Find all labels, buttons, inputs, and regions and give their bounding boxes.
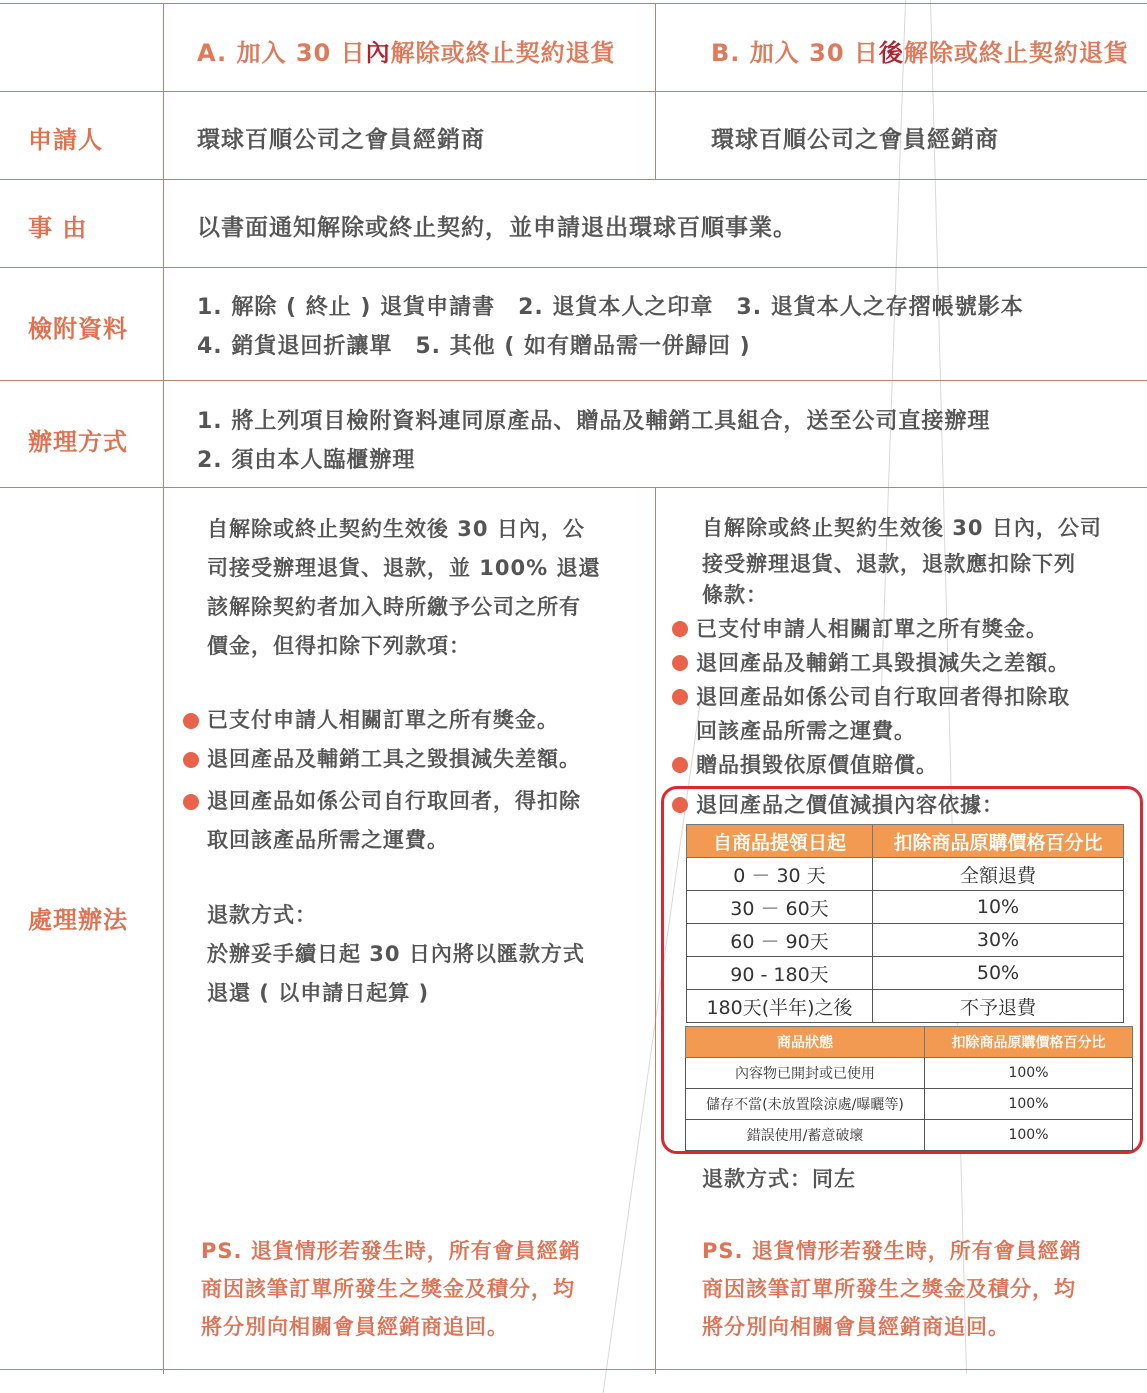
row-label-reason: 事 由 [28,214,88,242]
header-col-b-highlight: 後 [878,39,904,67]
handling-col-a-intro [207,510,637,666]
intro-line: 自解除或終止契約生效後 30 日內，公司 [702,516,1102,540]
list-item: 退回產品及輔銷工具之毀損減失差額。 [183,743,643,776]
column-rule [163,3,164,1374]
table-row: 內容物已開封或已使用 100% [686,1058,1133,1089]
row-label-procedure: 辦理方式 [28,428,128,456]
bullet-dot-icon [183,752,199,768]
row-label-handling: 處理辦法 [28,906,128,934]
bullet-dot-icon [672,689,688,705]
table-rule [0,3,1147,4]
refund-title: 退款方式： [207,903,317,927]
table-row: 180天(半年)之後 不予退費 [687,990,1124,1023]
procedure-line-1: 1. 將上列項目檢附資料連同原產品、贈品及輔銷工具組合，送至公司直接辦理 [197,409,991,434]
list-item: 退回產品如係公司自行取回者，得扣除 取回該產品所需之運費。 [183,782,643,860]
depreciation-bullet [672,788,1132,822]
depreciation-period-table [686,824,1124,1023]
intro-line: 條款： [702,583,768,607]
table-rule [0,91,1147,92]
table-rule [0,1369,1147,1370]
bullet-dot-icon [672,797,688,813]
table-header: 扣除商品原購價格百分比 [925,1027,1133,1058]
bullet-dot-icon [183,794,199,810]
intro-line: 該解除契約者加入時所繳予公司之所有 [207,595,581,619]
bullet-dot-icon [672,655,688,671]
handling-col-b-refund: 退款方式：同左 [702,1167,856,1191]
list-item: 退回產品及輔銷工具毀損減失之差額。 [672,646,1142,680]
table-rule [0,380,1147,381]
bullet-dot-icon [183,713,199,729]
attachments-line-2: 4. 銷貨退回折讓單 5. 其他 ( 如有贈品需一併歸回 ) [197,334,751,359]
reason-text: 以書面通知解除或終止契約，並申請退出環球百順事業。 [197,215,797,241]
intro-line: 接受辦理退貨、退款，退款應扣除下列 [702,552,1076,576]
table-header: 扣除商品原購價格百分比 [873,825,1124,858]
table-row: 0 － 30 天 全額退費 [687,858,1124,891]
procedure-line-2: 2. 須由本人臨櫃辦理 [197,448,416,473]
intro-line: 司接受辦理退貨、退款，並 100% 退還 [207,556,601,580]
handling-col-b-bullets [672,612,1142,782]
table-row: 90 - 180天 50% [687,957,1124,990]
intro-line: 價金，但得扣除下列款項： [207,634,471,658]
handling-col-b-ps: PS. 退貨情形若發生時，所有會員經銷 商因該筆訂單所發生之獎金及積分，均 將分別向相關會員經銷商追回。 [702,1239,1082,1339]
header-col-b-prefix: B. 加入 30 日 [711,39,879,67]
refund-line: 退還 ( 以申請日起算 ) [207,981,430,1005]
column-rule [655,487,656,1374]
list-item: 贈品損毀依原價值賠償。 [672,748,1142,782]
header-col-a-highlight: 內 [365,39,391,67]
table-header: 商品狀態 [686,1027,925,1058]
table-rule [0,487,1147,488]
header-col-a-suffix: 解除或終止契約退貨 [390,39,616,67]
header-col-a-prefix: A. 加入 30 日 [197,39,366,67]
table-header: 自商品提領日起 [687,825,873,858]
handling-col-a-ps: PS. 退貨情形若發生時，所有會員經銷 商因該筆訂單所發生之獎金及積分，均 將分別向相關會員經銷商追回。 [201,1239,581,1339]
row-label-attachments: 檢附資料 [28,315,128,343]
list-item: 已支付申請人相關訂單之所有獎金。 [672,612,1142,646]
handling-col-b-intro [702,510,1142,608]
handling-col-a-bullets [183,704,643,860]
list-item: 退回產品之價值減損內容依據： [672,788,1132,822]
bullet-dot-icon [672,757,688,773]
applicant-col-a: 環球百順公司之會員經銷商 [197,127,485,153]
attachments-line-1: 1. 解除 ( 終止 ) 退貨申請書 2. 退貨本人之印章 3. 退貨本人之存摺帳號影本 [197,295,1024,320]
refund-line: 於辦妥手續日起 30 日內將以匯款方式 [207,942,585,966]
intro-line: 自解除或終止契約生效後 30 日內，公 [207,517,585,541]
list-item: 已支付申請人相關訂單之所有獎金。 [183,704,643,737]
bullet-dot-icon [672,621,688,637]
table-rule [0,179,1147,180]
table-row: 30 － 60天 10% [687,891,1124,924]
table-row: 儲存不當(未放置陰涼處/曝曬等) 100% [686,1089,1133,1120]
header-col-b [711,33,1129,68]
row-label-applicant: 申請人 [28,126,103,154]
list-item: 退回產品如係公司自行取回者得扣除取 回該產品所需之運費。 [672,680,1142,748]
handling-col-a-refund [207,896,637,1013]
header-col-a [197,33,616,68]
header-col-b-suffix: 解除或終止契約退貨 [903,39,1129,67]
table-row: 60 － 90天 30% [687,924,1124,957]
table-rule [0,267,1147,268]
table-row: 錯誤使用/蓄意破壞 100% [686,1120,1133,1151]
depreciation-condition-table [685,1026,1133,1151]
applicant-col-b: 環球百順公司之會員經銷商 [711,127,999,153]
column-rule [655,3,656,180]
